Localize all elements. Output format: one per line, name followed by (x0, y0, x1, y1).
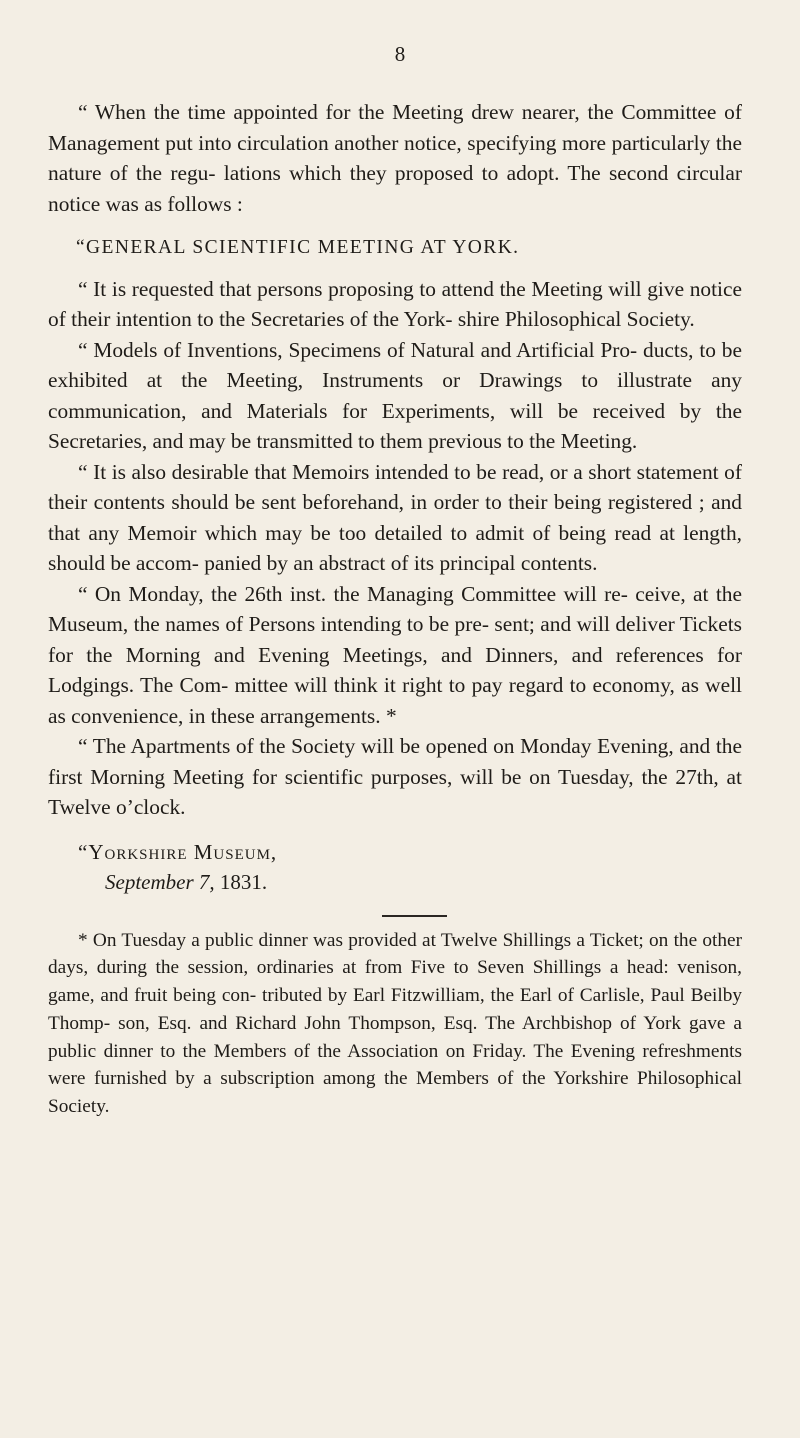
footnote-divider (382, 915, 447, 917)
notice-paragraph-attendance: “ It is requested that persons proposing to attend the Meeting will give notice of their intention to the Secretaries of the York- shire Philosophical Society. (48, 276, 742, 331)
notice-paragraph-models: “ Models of Inventions, Specimens of Natural and Artificial Pro- ducts, to be exhibited at the Meeting, Instruments or Drawings to illustrate any communication, and Materials for Experiments, will be received by the Secretaries, and may be transmitted to them previous to the Meeting. (48, 337, 742, 453)
intro-paragraph: “ When the time appointed for the Meeting drew nearer, the Committee of Management put into circulation another notice, specifying more particularly the nature of the regu- lations which they proposed to adopt. The second circular notice was as follows : (48, 100, 742, 216)
notice-paragraph-tickets: “ On Monday, the 26th inst. the Managing Committee will re- ceive, at the Museum, the names of Persons intending to be pre- sent; and will deliver Tickets for the Morning and Evening Meetings, and Dinners, and references for Lodgings. The Com- mittee will think it right to pay regard to economy, as well as convenience, in these arrangements. * (48, 581, 742, 728)
notice-heading: “GENERAL SCIENTIFIC MEETING AT YORK. (76, 237, 520, 258)
page-body (48, 97, 742, 1121)
page-number: 8 (394, 42, 406, 66)
footnote: * On Tuesday a public dinner was provided at Twelve Shillings a Ticket; on the other days, during the session, ordinaries at from Five to Seven Shillings a head: venison, game, and fruit being con- tributed by Earl Fitzwilliam, the Earl of Carlisle, Paul Beilby Thomp- son, Esq. and Richard John Thompson, Esq. The Archbishop of York gave a public dinner to the Members of the Association on Friday. The Evening refreshments were furnished by a subscription among the Members of the Yorkshire Philosophical Society. (48, 929, 742, 1118)
notice-paragraph-memoirs: “ It is also desirable that Memoirs intended to be read, or a short statement of their contents should be sent beforehand, in order to their being registered ; and that any Memoir which may be too detailed to admit of being read at length, should be accom- panied by an abstract of its principal contents. (48, 459, 742, 575)
signature-block (48, 837, 742, 897)
signature-date-year: 1831. (219, 869, 268, 894)
signature-date-month: September 7, (105, 869, 215, 894)
signature-place: “Yorkshire Museum, (78, 839, 278, 864)
notice-paragraph-apartments: “ The Apartments of the Society will be opened on Monday Evening, and the first Morning Meeting for scientific purposes, will be on Tuesday, the 27th, at Twelve o’clock. (48, 734, 742, 819)
